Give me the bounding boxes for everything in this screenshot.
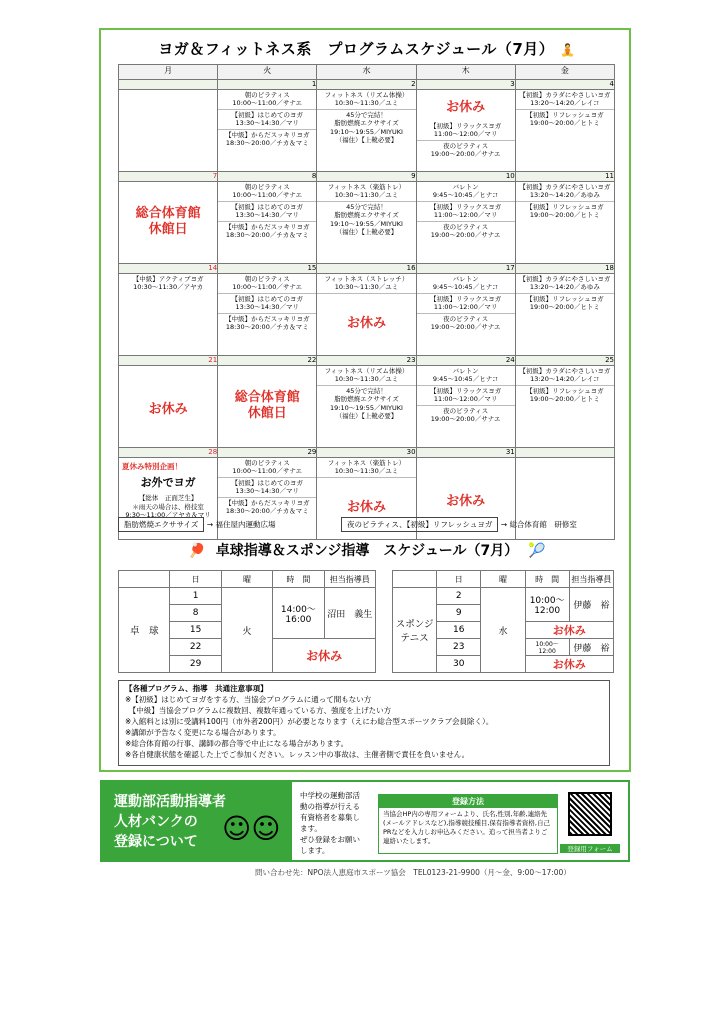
note-line: ※総合体育館の行事、講師の都合等で中止になる場合があります。 [125, 739, 349, 748]
week-row [119, 90, 615, 172]
column-header: 曜 [481, 571, 525, 588]
day-cell [317, 90, 416, 172]
date-number: 18 [515, 264, 614, 274]
yoga-mat-icon: 🧘 [560, 43, 576, 57]
day-cell [515, 182, 614, 264]
date-cell: 30 [437, 656, 481, 673]
sport-name: 卓 球 [119, 588, 170, 673]
rest-label: お休み [346, 499, 386, 515]
date-number: 14 [119, 264, 218, 274]
class-entry: 45分で完結！ 脂肪燃焼エクササイズ 19:10〜19:55／MIYUKI （福住）【上靴必要】 [330, 110, 403, 145]
week-row [119, 274, 615, 356]
class-entry: 【初級】はじめてのヨガ 13:30〜14:30／マリ [218, 110, 316, 130]
class-entry: 【初級】リフレッシュヨガ 19:00〜20:00／ヒトミ [526, 294, 604, 312]
date-number: 3 [416, 80, 515, 90]
date-number: 23 [317, 356, 416, 366]
special-detail: 【総体 正面芝生】 ＊雨天の場合は、格技室 9:30〜11:00／アヤカ＆マリ [125, 494, 211, 519]
class-entry: 【初級】はじめてのヨガ 13:30〜14:30／マリ [218, 294, 316, 314]
class-entry: フィットネス（楽筋トレ） 10:30〜11:30／ユミ [317, 182, 415, 202]
day-cell [317, 366, 416, 448]
weekday-header: 木 [416, 65, 515, 80]
note-line: ※入館料とは別に受講料100円（市外者200円）が必要となります（えにわ総合型スポーツクラブ会員除く）。 [125, 717, 494, 726]
rest-cell: お休み [525, 622, 613, 639]
weekday-header: 水 [317, 65, 416, 80]
ping-pong-icon: 🏓 [188, 543, 206, 559]
day-cell [515, 90, 614, 172]
rest-cell: お休み [273, 639, 376, 673]
class-entry: 【中級】からだスッキリヨガ 18:30〜20:00／チカ＆マミ [225, 314, 310, 332]
column-header: 日 [437, 571, 481, 588]
class-entry: 夜のピラティス 19:00〜20:00／サナエ [430, 406, 501, 424]
rest-cell: お休み [525, 656, 613, 673]
class-entry: 【初級】カラダにやさしいヨガ 13:20〜14:20／レイコ [516, 90, 614, 110]
date-cell: 16 [437, 622, 481, 639]
day-cell [119, 182, 218, 264]
corner-cell [119, 571, 170, 588]
banner-mid: 中学校の運動部活 動の指導が行える 有資格者を募集し ます。 ぜひ登録をお願い します。 [300, 791, 360, 855]
banner-title: 運動部活動指導者 人材バンクの 登録について [102, 782, 292, 860]
class-entry: 45分で完結！ 脂肪燃焼エクササイズ 19:10〜19:55／MIYUKI （福住）【上靴必要】 [330, 202, 403, 237]
time-cell: 10:00〜 12:00 [525, 639, 569, 656]
date-number: 8 [218, 172, 317, 182]
class-entry: 朝のピラティス 10:00〜11:00／サナエ [218, 182, 316, 202]
class-entry: バレトン 9:45〜10:45／ヒナコ [417, 182, 515, 202]
class-entry: 【初級】リフレッシュヨガ 19:00〜20:00／ヒトミ [526, 110, 604, 128]
column-header: 担当指導員 [569, 571, 613, 588]
class-entry: 【初級】リフレッシュヨガ 19:00〜20:00／ヒトミ [526, 386, 604, 404]
column-header: 日 [170, 571, 221, 588]
coach-cell: 沼田 義生 [324, 588, 375, 639]
date-number: 7 [119, 172, 218, 182]
column-header: 担当指導員 [324, 571, 375, 588]
day-cell [416, 90, 515, 172]
date-number: 2 [317, 80, 416, 90]
class-entry: バレトン 9:45〜10:45／ヒナコ [417, 366, 515, 386]
note-line: ※各自健康状態を確認した上でご参加ください。レッスン中の事故は、主催者側で責任を負いません。 [125, 750, 470, 759]
day-cell [317, 274, 416, 356]
day-cell [218, 90, 317, 172]
day-cell [515, 366, 614, 448]
corner-cell [393, 571, 437, 588]
date-number: 17 [416, 264, 515, 274]
day-cell [218, 274, 317, 356]
class-entry: 【初級】カラダにやさしいヨガ 13:20〜14:20／レイコ [516, 366, 614, 386]
banner-people-illustration: ☺☺ [222, 812, 281, 845]
class-entry: 【中級】からだスッキリヨガ 18:30〜20:00／チカ＆マミ [225, 498, 310, 516]
legend-a: 脂肪燃焼エクササイズ → 福住屋内運動広場 [118, 517, 275, 530]
class-entry: 【初級】はじめてのヨガ 13:30〜14:30／マリ [218, 478, 316, 498]
coach-cell: 伊藤 裕 [569, 588, 613, 622]
note-line: ※【初級】はじめてヨガをする方、当協会プログラムに通って間もない方 [125, 695, 372, 704]
class-entry: 【初級】はじめてのヨガ 13:30〜14:30／マリ [218, 202, 316, 222]
date-cell: 9 [437, 605, 481, 622]
date-number: 4 [515, 80, 614, 90]
weekday-cell: 火 [221, 588, 272, 673]
date-number: 31 [416, 448, 515, 458]
date-number: 28 [119, 448, 218, 458]
date-row [119, 172, 615, 182]
class-entry: フィットネス（楽筋トレ） 10:30〜11:30／ユミ [317, 458, 415, 478]
date-cell: 15 [170, 622, 221, 639]
note-line: ※講師が予告なく変更になる場合があります。 [125, 728, 281, 737]
yoga-calendar [118, 64, 615, 540]
date-number: 21 [119, 356, 218, 366]
schedule-frame [99, 28, 631, 772]
weekday-header: 月 [119, 65, 218, 80]
date-cell: 8 [170, 605, 221, 622]
column-header: 時 間 [273, 571, 324, 588]
coach-cell: 伊藤 裕 [569, 639, 613, 656]
sport-name: スポンジ テニス [393, 588, 437, 673]
rest-label: お休み [346, 315, 386, 331]
date-number: 30 [317, 448, 416, 458]
page-title: ヨガ＆フィットネス系 プログラムスケジュール（7月） 🧘 [158, 40, 576, 58]
date-number: 1 [218, 80, 317, 90]
table-tennis-table [118, 570, 376, 673]
date-number: 15 [218, 264, 317, 274]
class-entry: 朝のピラティス 10:00〜11:00／サナエ [218, 274, 316, 294]
class-entry: バレトン 9:45〜10:45／ヒナコ [417, 274, 515, 294]
class-entry: 朝のピラティス 10:00〜11:00／サナエ [218, 458, 316, 478]
closed-label: 総合体育館 休館日 [135, 206, 201, 237]
qr-code[interactable] [568, 792, 612, 836]
closed-label: 総合体育館 休館日 [234, 390, 300, 421]
date-number: 11 [515, 172, 614, 182]
date-number: 29 [218, 448, 317, 458]
date-cell: 1 [170, 588, 221, 605]
class-entry: 【初級】リラックスヨガ 11:00〜12:00／マリ [417, 294, 515, 314]
day-cell [317, 182, 416, 264]
date-number: 10 [416, 172, 515, 182]
time-cell: 14:00〜 16:00 [273, 588, 324, 639]
date-number: 24 [416, 356, 515, 366]
class-entry: 夜のピラティス 19:00〜20:00／サナエ [430, 314, 501, 332]
class-entry: 【初級】リラックスヨガ 11:00〜12:00／マリ [417, 386, 515, 406]
week-row [119, 366, 615, 448]
class-entry: フィットネス（リズム体操） 10:30〜11:30／ユミ [317, 90, 415, 110]
class-entry: フィットネス（リズム体操） 10:30〜11:30／ユミ [317, 366, 415, 386]
date-number: 16 [317, 264, 416, 274]
day-cell [119, 90, 218, 172]
date-number: 9 [317, 172, 416, 182]
rest-label: お休み [446, 100, 486, 115]
date-number [515, 448, 614, 458]
date-row [119, 356, 615, 366]
column-header: 曜 [221, 571, 272, 588]
class-entry: フィットネス（ストレッチ） 10:30〜11:30／ユミ [317, 274, 415, 294]
column-header: 時 間 [525, 571, 569, 588]
class-entry: 【初級】カラダにやさしいヨガ 13:20〜14:20／あゆみ [516, 274, 614, 294]
day-cell [416, 182, 515, 264]
weekday-header: 金 [515, 65, 614, 80]
special-headline: 夏休み特別企画！ [122, 462, 182, 471]
class-entry: 【中級】からだスッキリヨガ 18:30〜20:00／チカ＆マミ [225, 130, 310, 148]
rest-label: お休み [446, 494, 486, 509]
date-row [119, 448, 615, 458]
date-row [119, 80, 615, 90]
special-title: お外でヨガ [140, 476, 196, 489]
class-entry: 【初級】リラックスヨガ 11:00〜12:00／マリ [417, 202, 515, 222]
day-cell [218, 366, 317, 448]
date-cell: 23 [437, 639, 481, 656]
class-entry: 夜のピラティス 19:00〜20:00／サナエ [430, 222, 501, 240]
day-cell [416, 366, 515, 448]
day-cell [119, 274, 218, 356]
date-row [119, 264, 615, 274]
legend-b: 夜のピラティス、【初級】リフレッシュヨガ → 総合体育館 研修室 [341, 517, 577, 530]
class-entry: 【初級】リフレッシュヨガ 19:00〜20:00／ヒトミ [526, 202, 604, 220]
method-box: 登録方法 当協会HP内の専用フォームより、氏名,性別,年齢,連絡先(メールアドレスなど),指導競技種目,保有指導者資格,自己PRなどを入力しお申込みください。追って担当者よりご連絡いたします。 [378, 794, 558, 854]
recruit-banner [100, 780, 630, 862]
class-entry: 夜のピラティス 19:00〜20:00／サナエ [430, 141, 501, 159]
day-cell [416, 274, 515, 356]
class-entry: 【初級】リラックスヨガ 11:00〜12:00／マリ [417, 121, 515, 141]
day-cell [119, 366, 218, 448]
date-number: 25 [515, 356, 614, 366]
date-number [119, 80, 218, 90]
class-entry: 朝のピラティス 10:00〜11:00／サナエ [218, 90, 316, 110]
sub-title: 🏓 卓球指導＆スポンジ指導 スケジュール（7月） 🎾 [188, 543, 546, 559]
date-cell: 2 [437, 588, 481, 605]
footer-contact: 問い合わせ先：NPO法人恵庭市スポーツ協会 TEL0123-21-9900（月〜金、9:00〜17:00） [255, 868, 571, 877]
tennis-racket-icon: 🎾 [528, 543, 546, 559]
class-entry: 45分で完結！ 脂肪燃焼エクササイズ 19:10〜19:55／MIYUKI （福住）【上靴必要】 [330, 386, 403, 421]
class-entry: 【中級】アクティブヨガ 10:30〜11:30／アヤカ [132, 275, 204, 292]
date-cell: 29 [170, 656, 221, 673]
day-cell [515, 274, 614, 356]
date-number: 22 [218, 356, 317, 366]
note-line: 【中級】当協会プログラムに複数回、複数年通っている方、強度を上げたい方 [125, 706, 392, 715]
weekday-cell: 水 [481, 588, 525, 673]
class-entry: 【初級】カラダにやさしいヨガ 13:20〜14:20／あゆみ [516, 182, 614, 202]
sponge-tennis-table [392, 570, 614, 673]
qr-label: 登録用フォーム [560, 844, 620, 853]
date-cell: 22 [170, 639, 221, 656]
day-cell [218, 182, 317, 264]
class-entry: 【中級】からだスッキリヨガ 18:30〜20:00／チカ＆マミ [225, 222, 310, 240]
time-cell: 10:00〜 12:00 [525, 588, 569, 622]
notes: 【各種プログラム、指導 共通注意事項】 ※【初級】はじめてヨガをする方、当協会プログラムに通って間もない方 【中級】当協会プログラムに複数回、複数年通っている方、強度を上げたい方 ※入館料とは別に受講料100円（市外者200円）が必要となります（えにわ総合型スポーツクラブ会員除く）。 ※講師が予告なく変更になる場合があります。 ※総合体育館の行事、講師の都合等で中止になる場合があります。 ※各自健康状態を確認した上でご参加ください。レッスン中の事故は、主催者側で責任を負いません。 [118, 680, 610, 766]
week-row [119, 182, 615, 264]
rest-label: お休み [148, 402, 188, 417]
weekday-header: 火 [218, 65, 317, 80]
